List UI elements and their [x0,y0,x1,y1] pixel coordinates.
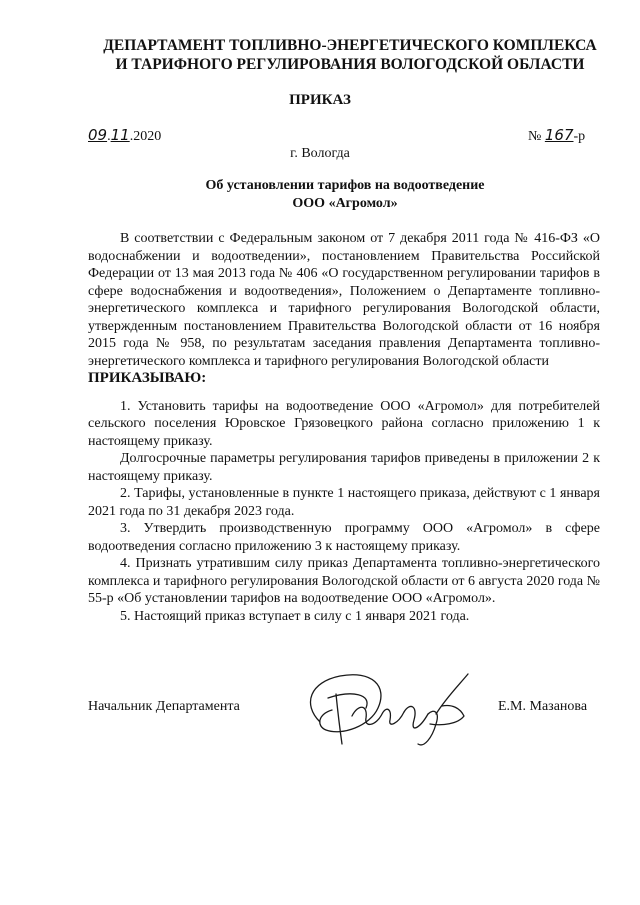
number-prefix: № [528,129,542,144]
subject-line1: Об установлении тарифов на водоотведение [205,178,485,193]
order-item-2: 2. Тарифы, установленные в пункте 1 настоящего приказа, действуют с 1 января 2021 года по 31 декабря 2023 года. [88,486,600,519]
date-day: 09 [88,126,108,144]
order-item-1: 1. Установить тарифы на водоотведение ООО «Агромол» для потребителей сельского поселения Юровское Грязовецкого района согласно приложению 1 к настоящему приказу. [88,398,600,449]
order-subject [120,177,570,213]
order-body [88,230,600,625]
date-year: .2020 [129,129,162,144]
order-title: ПРИКАЗ [289,92,351,108]
order-item-1-params: Долгосрочные параметры регулирования тарифов приведены в приложении 2 к настоящему приказу. [88,451,600,484]
subject-line2: ООО «Агромол» [292,196,398,211]
order-item-4: 4. Признать утратившим силу приказ Департамента топливно-энергетического комплекса и тарифного регулирования Вологодской области от 6 августа 2020 года № 55-р «Об установлении тарифов на водоотведение ООО «Агромол». [88,556,601,606]
order-word: ПРИКАЗЫВАЮ: [88,370,207,386]
order-items [88,398,600,626]
department-header [60,36,640,74]
order-date: 09.11.2020 [88,126,162,144]
handwritten-signature [292,664,482,756]
number-suffix: -р [573,129,586,144]
date-month: 11 [110,126,130,144]
department-header-line2: И ТАРИФНОГО РЕГУЛИРОВАНИЯ ВОЛОГОДСКОЙ ОБЛАСТИ [115,56,585,73]
signatory-position: Начальник Департамента [88,699,240,714]
department-header-line1: ДЕПАРТАМЕНТ ТОПЛИВНО-ЭНЕРГЕТИЧЕСКОГО КОМПЛЕКСА [103,37,597,54]
order-item-3: 3. Утвердить производственную программу ООО «Агромол» в сфере водоотведения согласно приложению 3 к настоящему приказу. [88,521,600,554]
signatory-name: Е.М. Мазанова [498,699,588,714]
order-number [528,126,585,145]
preamble-paragraph: В соответствии с Федеральным законом от 7 декабря 2011 года № 416-ФЗ «О водоснабжении и водоотведении», постановлением Правительства Российской Федерации от 13 мая 2013 года № 406 «О государственном регулировании тарифов в сфере водоснабжения и водоотведения», Положением о Департаменте топливно-энергетического комплекса и тарифного регулирования Вологодской области, утвержденным постановлением Правительства Вологодской области от 16 ноября 2015 года № 958, по результатам заседания правления Департамента топливно-энергетического комплекса и тарифного регулирования Вологодской области [88,231,600,369]
city: г. Вологда [290,146,350,161]
number-value: 167 [544,126,574,144]
order-item-5: 5. Настоящий приказ вступает в силу с 1 января 2021 года. [120,608,470,624]
